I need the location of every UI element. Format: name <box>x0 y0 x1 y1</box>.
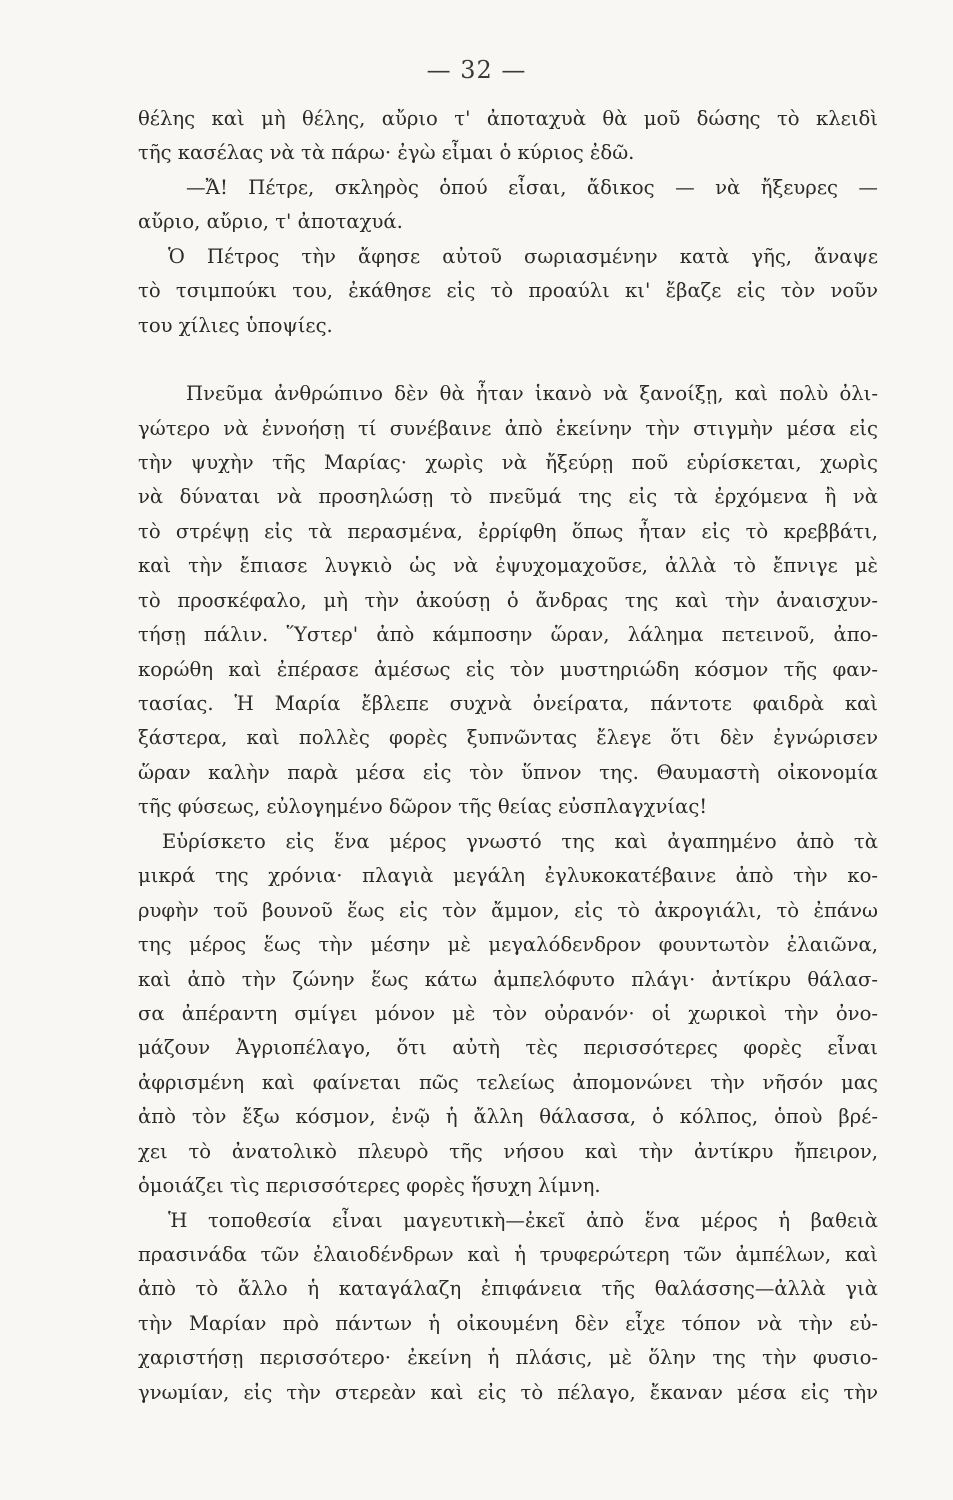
text-line: τασίας. Ἡ Μαρία ἔβλεπε συχνὰ ὀνείρατα, πάντοτε φαιδρὰ καὶ <box>138 692 878 715</box>
paragraph-gap <box>138 343 878 377</box>
text-line: γώτερο νὰ ἐννοήσῃ τί συνέβαινε ἀπὸ ἐκείνην τὴν στιγμὴν μέσα εἰς <box>138 416 878 440</box>
text-line: ἀφρισμένη καὶ φαίνεται πῶς τελείως ἀπομονώνει τὴν νῆσόν μας <box>138 1070 878 1094</box>
text-line: τὴν ψυχὴν τῆς Μαρίας· χωρὶς νὰ ἤξεύρῃ ποῦ εὑρίσκεται, χωρὶς <box>138 450 878 474</box>
text-line: τὸ τσιμπούκι του, ἐκάθησε εἰς τὸ προαύλι κι' ἔβαζε εἰς τὸν νοῦν <box>138 279 878 303</box>
text-line: σα ἀπέραντη σμίγει μόνον μὲ τὸν οὐρανόν· οἱ χωρικοὶ τὴν ὀνο- <box>138 1001 878 1025</box>
text-line: χει τὸ ἀνατολικὸ πλευρὸ τῆς νήσου καὶ τὴν ἀντίκρυ ἤπειρον, <box>138 1139 878 1163</box>
text-line: της μέρος ἕως τὴν μέσην μὲ μεγαλόδενδρον φουντωτὸν ἐλαιῶνα, <box>138 933 878 957</box>
text-line: ξάστερα, καὶ πολλὲς φορὲς ξυπνῶντας ἔλεγε ὅτι δὲν ἐγνώρισεν <box>138 726 878 750</box>
text-line: μικρά της χρόνια· πλαγιὰ μεγάλη ἐγλυκοκατέβαινε ἀπὸ τὴν κο- <box>138 864 878 888</box>
text-line: Εὑρίσκετο εἰς ἕνα μέρος γνωστό της καὶ ἀγαπημένο ἀπὸ τὰ <box>162 829 878 853</box>
text-line: Ὁ Πέτρος τὴν ἄφησε αὐτοῦ σωριασμένην κατὰ γῆς, ἄναψε <box>168 244 878 268</box>
text-line: ρυφὴν τοῦ βουνοῦ ἕως εἰς τὸν ἄμμον, εἰς τὸ ἀκρογιάλι, τὸ ἐπάνω <box>138 898 878 922</box>
text-line: ἀπὸ τὸν ἔξω κόσμον, ἐνῷ ἡ ἄλλη θάλασσα, ὁ κόλπος, ὁποὺ βρέ- <box>138 1105 878 1129</box>
text-line: θέλης καὶ μὴ θέλης, αὔριο τ' ἀποταχυὰ θὰ μοῦ δώσης τὸ κλειδὶ <box>138 107 878 130</box>
text-line: μάζουν Ἀγριοπέλαγο, ὅτι αὐτὴ τὲς περισσότερες φορὲς εἶναι <box>138 1036 878 1060</box>
text-line: τὴν Μαρίαν πρὸ πάντων ἡ οἰκουμένη δὲν εἶχε τόπον νὰ τὴν εὐ- <box>138 1311 878 1335</box>
text-line: ὁμοιάζει τὶς περισσότερες φορὲς ἥσυχη λίμνη. <box>138 1174 601 1198</box>
text-line: νὰ δύναται νὰ προσηλώσῃ τὸ πνεῦμά της εἰς τὰ ἐρχόμενα ἢ νὰ <box>138 485 878 509</box>
text-line: Ἡ τοποθεσία εἶναι μαγευτικὴ—ἐκεῖ ἀπὸ ἕνα μέρος ἡ βαθειὰ <box>168 1208 878 1232</box>
text-line: του χίλιες ὑποψίες. <box>138 313 333 337</box>
text-line: τὸ στρέψῃ εἰς τὰ περασμένα, ἐρρίφθη ὅπως ἦταν εἰς τὸ κρεββάτι, <box>138 519 878 543</box>
text-line: τῆς κασέλας νὰ τὰ πάρω· ἐγὼ εἶμαι ὁ κύριος ἐδῶ. <box>138 141 635 165</box>
text-line: τῆς φύσεως, εὐλογημένο δῶρον τῆς θείας εὐσπλαγχνίας! <box>138 795 708 819</box>
text-line: καὶ τὴν ἔπιασε λυγκιὸ ὡς νὰ ἐψυχομαχοῦσε, ἀλλὰ τὸ ἔπνιγε μὲ <box>138 554 878 578</box>
text-line: τὸ προσκέφαλο, μὴ τὴν ἀκούσῃ ὁ ἄνδρας της καὶ τὴν ἀναισχυν- <box>138 588 878 612</box>
page-number: — 32 — <box>426 56 527 84</box>
text-line: ἀπὸ τὸ ἄλλο ἡ καταγάλαζη ἐπιφάνεια τῆς θαλάσσης—ἀλλὰ γιὰ <box>138 1277 878 1301</box>
text-line: κορώθη καὶ ἐπέρασε ἀμέσως εἰς τὸν μυστηριώδη κόσμον τῆς φαν- <box>138 657 878 681</box>
text-line: αὔριο, αὔριο, τ' ἀποταχυά. <box>138 210 403 234</box>
text-line: ὥραν καλὴν παρὰ μέσα εἰς τὸν ὕπνον της. Θαυμαστὴ οἰκονομία <box>138 760 878 784</box>
text-line: χαριστήσῃ περισσότερο· ἐκείνη ἡ πλάσις, μὲ ὅλην της τὴν φυσιο- <box>138 1346 878 1370</box>
text-line: πρασινάδα τῶν ἐλαιοδένδρων καὶ ἡ τρυφερώτερη τῶν ἀμπέλων, καὶ <box>138 1243 878 1266</box>
text-line: καὶ ἀπὸ τὴν ζώνην ἕως κάτω ἀμπελόφυτο πλάγι· ἀντίκρυ θάλασ- <box>138 967 878 991</box>
text-line: —Ἄ! Πέτρε, σκληρὸς ὁπού εἶσαι, ἄδικος — νὰ ἤξευρες — <box>186 175 878 199</box>
text-line: τήσῃ πάλιν. Ὕστερ' ἀπὸ κάμποσην ὥραν, λάλημα πετεινοῦ, ἀπο- <box>138 623 878 647</box>
body-text <box>138 102 878 1410</box>
text-line: γνωμίαν, εἰς τὴν στερεὰν καὶ εἰς τὸ πέλαγο, ἔκαναν μέσα εἰς τὴν <box>138 1380 878 1404</box>
text-line: Πνεῦμα ἀνθρώπινο δὲν θὰ ἦταν ἱκανὸ νὰ ξανοίξῃ, καὶ πολὺ ὀλι- <box>186 382 878 406</box>
